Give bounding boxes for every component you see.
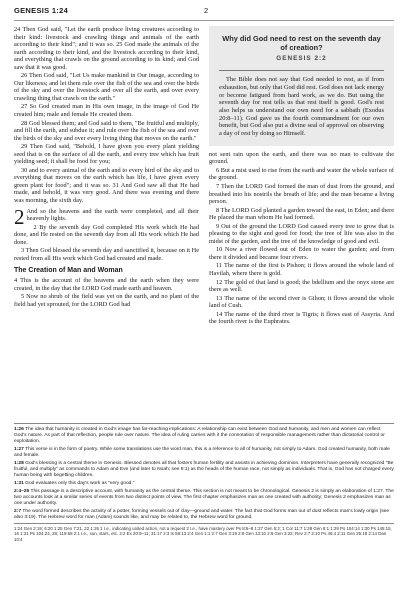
study-note	[14, 427, 394, 445]
verse-paragraph: 5 Now no shrub of the field was yet on the earth, and no plant of the field had yet sprouted, for the LORD God had	[14, 293, 199, 308]
study-notes	[14, 423, 394, 521]
verse-paragraph: 7 Then the LORD God formed the man of dust from the ground, and breathed into his nostrils the breath of life; and the man became a living person.	[209, 182, 394, 206]
note-text: This verse is in the form of poetry. While some translations use the word man, this is a reference to all of humanity, not simply to Adam. God created humanity, both male and female.	[14, 447, 390, 458]
note-text: God's blessing is a central theme in Genesis. Blessed denotes all that fosters human fertility and assists in achieving dominion. Interpreters have generally recognized "Be fruitful, and multiply" as commands to Adam and Eve (and later to Noah; see 9:1) as the heads of the human race, not simply as individuals. That is, God has not charged every human being with begetting children.	[14, 461, 394, 478]
verse-paragraph: 24 Then God said, "Let the earth produce living creatures according to their kind: livestock and crawling things and animals of the earth according to their kind"; and it was so. 25 God made the animals of the earth according to their kind, and the livestock according to their kind, and everything that crawls on the ground according to its kind; and God saw that it was good.	[14, 26, 199, 71]
verse-paragraph: 14 The name of the third river is Tigris; it flows east of Assyria. And the fourth river is the Euphrates.	[209, 310, 394, 326]
text-columns	[14, 26, 394, 419]
question-sidebar	[209, 26, 394, 146]
study-note	[14, 447, 394, 459]
note-text: The word formed describes the activity of a potter, forming vessels out of clay—ground and water. The fact that God forms man out of dust reflects man's lowly origin (see also 3:19). The Hebrew word for man (Adam) sounds like, and may be related to, the Hebrew word for ground.	[14, 509, 390, 520]
chapter-number: 2	[14, 204, 25, 229]
verse-paragraph: 8 The LORD God planted a garden toward the east, in Eden; and there He placed the man whom He had formed.	[209, 206, 394, 222]
note-reference: 1:27	[14, 447, 24, 452]
section-heading: The Creation of Man and Woman	[14, 267, 123, 275]
verse-paragraph: 2 By the seventh day God completed His work which He had done, and He rested on the seventh day from all His work which He had done.	[14, 223, 199, 246]
sidebar-body: The Bible does not say that God needed to rest, as if from exhaustion, but only that God did rest. God does not lack energy or become fatigued from hard work, as we do. But using the seventh day for rest tells us that rest itself is good. God's rest also helps us understand our own need for a sabbath (Exodus 20:8–11). God gave us the fourth commandment for our own benefit, but God also put a divine seal of approval on observing a day of rest by doing so Himself.	[219, 76, 384, 138]
note-text: This passage is a descriptive account, with humanity as the central theme. This section is not meant to be chronological. Genesis 2 is simply an elaboration of 1:27. The two accounts look at a similar series of events from two distinct points of view. The first chapter emphasizes man as one created with authority; Genesis 2 emphasizes man as one under authority.	[14, 489, 394, 506]
study-note	[14, 461, 394, 479]
verse-paragraph: 6 But a mist used to rise from the earth and water the whole surface of the ground.	[209, 166, 394, 182]
chapter-start	[14, 204, 199, 229]
running-head: GENESIS 1:24	[14, 6, 69, 15]
verse-paragraph: not sent rain upon the earth, and there was no man to cultivate the ground.	[209, 150, 394, 166]
note-reference: 1:28	[14, 461, 24, 466]
note-text: The idea that humanity is created in God's image has far-reaching implications: A relationship can exist between God and humanity, and men and women can reflect God's nature. As part of that reflection, people rule over nature. The idea of ruling carries with it the connotation of responsible management rather than dictatorial control or exploitation.	[14, 427, 385, 444]
study-note	[14, 489, 394, 507]
left-column	[14, 26, 199, 419]
study-note	[14, 509, 394, 521]
study-note	[14, 481, 394, 487]
verse-paragraph: 11 The name of the first is Pishon; it flows around the whole land of Havilah, where there is gold.	[209, 262, 394, 277]
verse-paragraph: 28 God blessed them; and God said to them, "Be fruitful and multiply, and fill the earth, and subdue it; and rule over the fish of the sea and over the birds of the sky and over every living thing that moves on the earth."	[14, 119, 199, 142]
note-reference: 2:7	[14, 509, 22, 514]
verse-paragraph: 27 So God created man in His own image, in the image of God He created him; male and female He created them.	[14, 103, 199, 119]
cross-references: 1:24 Gen 2:19; 6:20 1:25 Gen 7:21, 22 1:26 1 I.e., indicating united action, not a request 2 I.e., have mastery over Ps 8:6–8 1:27 Gen 5:2; 1 Cor 11:7 1:28 Gen 9:1 1:29 Ps 104:14 1:30 Ps 145:15, 16 1:31 Ps 104:24, 28; 119:68 2:1 I.e., sun, stars, etc. 2:2 Ex 20:9–11; 31:17 2:3 Is 58:13 2:4 Gen 1:1 2:7 Gen 3:19 2:8 Gen 13:10 2:9 Gen 3:22; Rev 2:7 2:10 Ps 46:4 2:11 Gen 25:18 2:14 Dan 10:4	[14, 523, 394, 542]
sidebar-title: Why did God need to rest on the seventh day of creation?	[222, 34, 381, 52]
verse-paragraph: 29 Then God said, "Behold, I have given you every plant yielding seed that is on the surface of all the earth, and every tree which has fruit yielding seed; it shall be food for you;	[14, 143, 199, 166]
verse-paragraph: 30 and to every animal of the earth and to every bird of the sky and to everything that moves on the earth which has life, I have given every green plant for food"; and it was so. 31 And God saw all that He had made, and behold, it was very good. And there was evening and there was morning, the sixth day.	[14, 166, 199, 205]
sidebar-divider	[219, 70, 384, 71]
verse-paragraph: 12 The gold of that land is good; the bdellium and the onyx stone are there as well.	[209, 278, 394, 294]
verse-paragraph: 4 This is the account of the heavens and the earth when they were created, in the day that the LORD God made earth and heaven.	[14, 276, 199, 292]
chapter-first-verse: And so the heavens and the earth were completed, and all their heavenly lights.	[26, 207, 199, 223]
sidebar-reference: GENESIS 2:2	[276, 55, 327, 62]
right-column	[209, 26, 394, 419]
page-number: 2	[204, 6, 209, 15]
verse-paragraph: 9 Out of the ground the LORD God caused every tree to grow that is pleasing to the sight and good for food; the tree of life was also in the midst of the garden, and the tree of the knowledge of good and evil.	[209, 222, 394, 245]
verse-paragraph: 13 The name of the second river is Gihon; it flows around the whole land of Cush.	[209, 294, 394, 310]
verse-paragraph: 3 Then God blessed the seventh day and sanctified it, because on it He rested from all His work which God had created and made.	[14, 247, 199, 262]
verse-paragraph: 10 Now a river flowed out of Eden to water the garden; and from there it divided and became four rivers.	[209, 246, 394, 261]
note-reference: 1:31	[14, 481, 24, 486]
note-text: God evaluates only this day's work as "very good."	[25, 481, 135, 486]
page-header	[14, 6, 394, 21]
note-reference: 2:4–25	[14, 489, 30, 494]
verse-paragraph: 26 Then God said, "Let Us make mankind in Our image, according to Our likeness; and let them rule over the fish of the sea and over the birds of the sky and over the livestock and over all the earth, and over every crawling thing that crawls on the earth."	[14, 72, 199, 102]
note-reference: 1:26	[14, 427, 24, 432]
